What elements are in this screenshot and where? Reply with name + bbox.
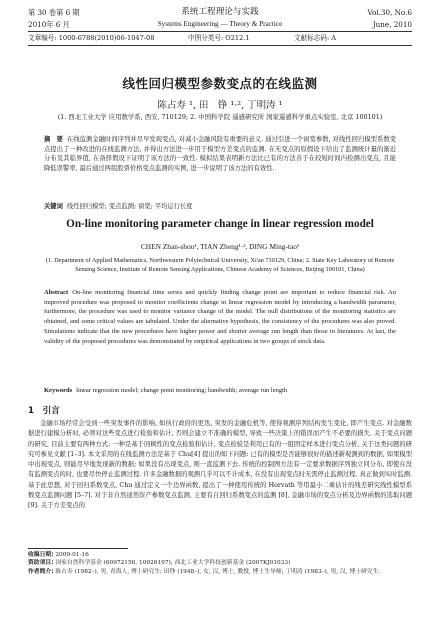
keywords-chinese xyxy=(44,202,396,211)
meta-rule xyxy=(28,45,412,46)
abstract-en-label: Abstract xyxy=(44,289,69,296)
keywords-en-label: Keywords xyxy=(44,387,73,394)
footnote-fund: 资助项目: 国家自然科学基金 (60972150, 10926197); 西北工业大学科技创新基金 (2007KJ01033) xyxy=(28,560,291,567)
title-chinese: 线性回归模型参数变点的在线监测 xyxy=(122,76,318,91)
article-number: 文章编号: 1000-6788(2010)06-1047-08 xyxy=(28,34,155,42)
section-body-introduction: 金融市场经常会受到一些突发事件的影响, 如执行政府的更迭, 突发的金融危机等, 使得观测序列结构发生变化, 即产生变点. 对金融数据进行建模分析时, 必须对这些变点进行检验和估计, 否则会建立不准确的模型, 导致一些决策上的错误而产生不必要的损失. 关于变点问题的研究, 目前主要有两种方式: 一种是基于回顾性的变点检验和估计, 变点检验是利用已有的一组固定样本进行变点分析, 关于这类问题的研究可参见文献 [1–3]. 本文采用的在线监测方法是基于 Chu[4] 提出的如下问题: 已有的模型是否能够很好的描述新观测到的数据, 如果模型中出现变点, 则能尽早地发现新的数据; 如果没有出现变点, 则一直监测下去. 传统的控制图方法有一定要求数据序列独立同分布, 即使在没有监测变点的时, 也要尽快停止监测过程. 许多金融数据的观测几乎可以不计成本, 在没有出现变点时无需停止监测过程. 真正做到实时监测. 基于此思想, 对于回归系数变点, Chu 通过定义一个边界函数, 提出了一种使用传统的 Horvath 等用最小二乘估计的残差研究线性模型系数变点监测问题 [5–7]. 对于非自然递然资产参数变点监测, 主要有自回归系数变点的监测 [8], 金融市场的变点分析及边界函数的选取问题 [9]. 关于方差变点的 xyxy=(28,420,412,510)
affiliation-english: (1. Department of Applied Mathematics, Northwestern Polytechnical University, Xi'an 710129, China; 2. State Key Laboratory of Remote Sensing Science, Institute of Remote Sensing Applications, Chinese Academy of Sciences, Beijing 100101, China) xyxy=(45,257,395,273)
running-header-top xyxy=(28,8,412,18)
authors-chinese: 陈占寿 ¹, 田 铮 ¹·², 丁明涛 ¹ xyxy=(157,100,283,111)
abstract-english xyxy=(44,288,396,346)
article-meta xyxy=(28,34,412,44)
document-code: 文献标志码: A xyxy=(294,34,337,42)
abstract-en-text: On-line monitoring financial time series and quickly finding change point are important to reduce financial risk. An improved procedure was proposed to monitor coefficients change in linear regression model by introducing a bandwidth parameter, furthermore, the procedure was used to monitor variance change of the model. The null distributions of the monitoring statistics are obtained, and some critical values are tabulated. Under the alternative hypothesis, the consistency of the procedures was also proved. Simulations indicate that the new procedures have higher power and shorter average run length than those in literatures. At last, the validity of the proposed procedures was demonstrated by empirical applications in two groups of stock data. xyxy=(44,289,396,345)
header-rule xyxy=(28,31,412,32)
issue-left: 第 30 卷第 6 期 xyxy=(28,8,80,17)
date-left: 2010年 6 月 xyxy=(28,20,70,29)
date-right: June, 2010 xyxy=(372,20,412,29)
issue-right: Vol.30, No.6 xyxy=(367,8,412,17)
section-heading-introduction: 1 引言 xyxy=(28,406,60,416)
clc-number: 中图分类号: O212.1 xyxy=(188,34,250,42)
footnote-bio: 作者简介: 陈占寿 (1982–), 男, 青海人, 博士研究生; 田铮 (1948–), 女, 汉, 博士, 教授, 博士生导师; 丁明涛 (1983–), 男, 汉, 博士研究生. xyxy=(28,568,381,575)
keywords-cn-text: 线性回归模型; 变点监测; 窗宽; 平均运行长度 xyxy=(66,203,193,210)
footnote-received: 收稿日期: 2009-01-16 xyxy=(28,552,89,558)
abstract-cn-label: 摘 要 xyxy=(44,136,64,143)
keywords-en-text: linear regression model; change point monitoring; bandwidth; average run length xyxy=(76,387,288,394)
journal-cn: 系统工程理论与实践 xyxy=(181,7,259,17)
title-english: On-line monitoring parameter change in linear regression model xyxy=(66,218,374,230)
abstract-chinese xyxy=(44,135,396,173)
keywords-cn-label: 关键词 xyxy=(44,203,63,210)
journal-en: Systems Engineering — Theory & Practice xyxy=(157,20,283,28)
running-header-bottom xyxy=(28,20,412,30)
keywords-english xyxy=(44,386,396,395)
authors-english: CHEN Zhan-shou¹, TIAN Zheng¹·², DING Ming-tao¹ xyxy=(140,242,300,251)
abstract-cn-text: 在线监测金融时间序列并尽早发现变点, 对减小金融风险有重要的意义. 通过引进一个窗宽参数, 对线性回归模型系数变点提出了一种改进的在线监测方法, 并得出方法进一步用于模型方差变点的监测. 在无变点的原假设下给出了监测统计量的渐近分布及其临界值, 在备择假设下证明了该方法的一致性. 模拟结果表明新方法比已有的方法善于在较短时间内检测出变点, 且能降低误警率, 最后通过两组股票价格变点监测的实例, 进一步说明了该方法的有效性. xyxy=(44,136,396,172)
footnote-rule xyxy=(28,548,128,549)
affiliation-chinese: (1. 西北工业大学 应用数学系, 西安, 710129; 2. 中国科学院 遥感研究所 国家遥感科学重点实验室, 北京 100101) xyxy=(57,113,383,121)
footnotes xyxy=(28,551,412,576)
